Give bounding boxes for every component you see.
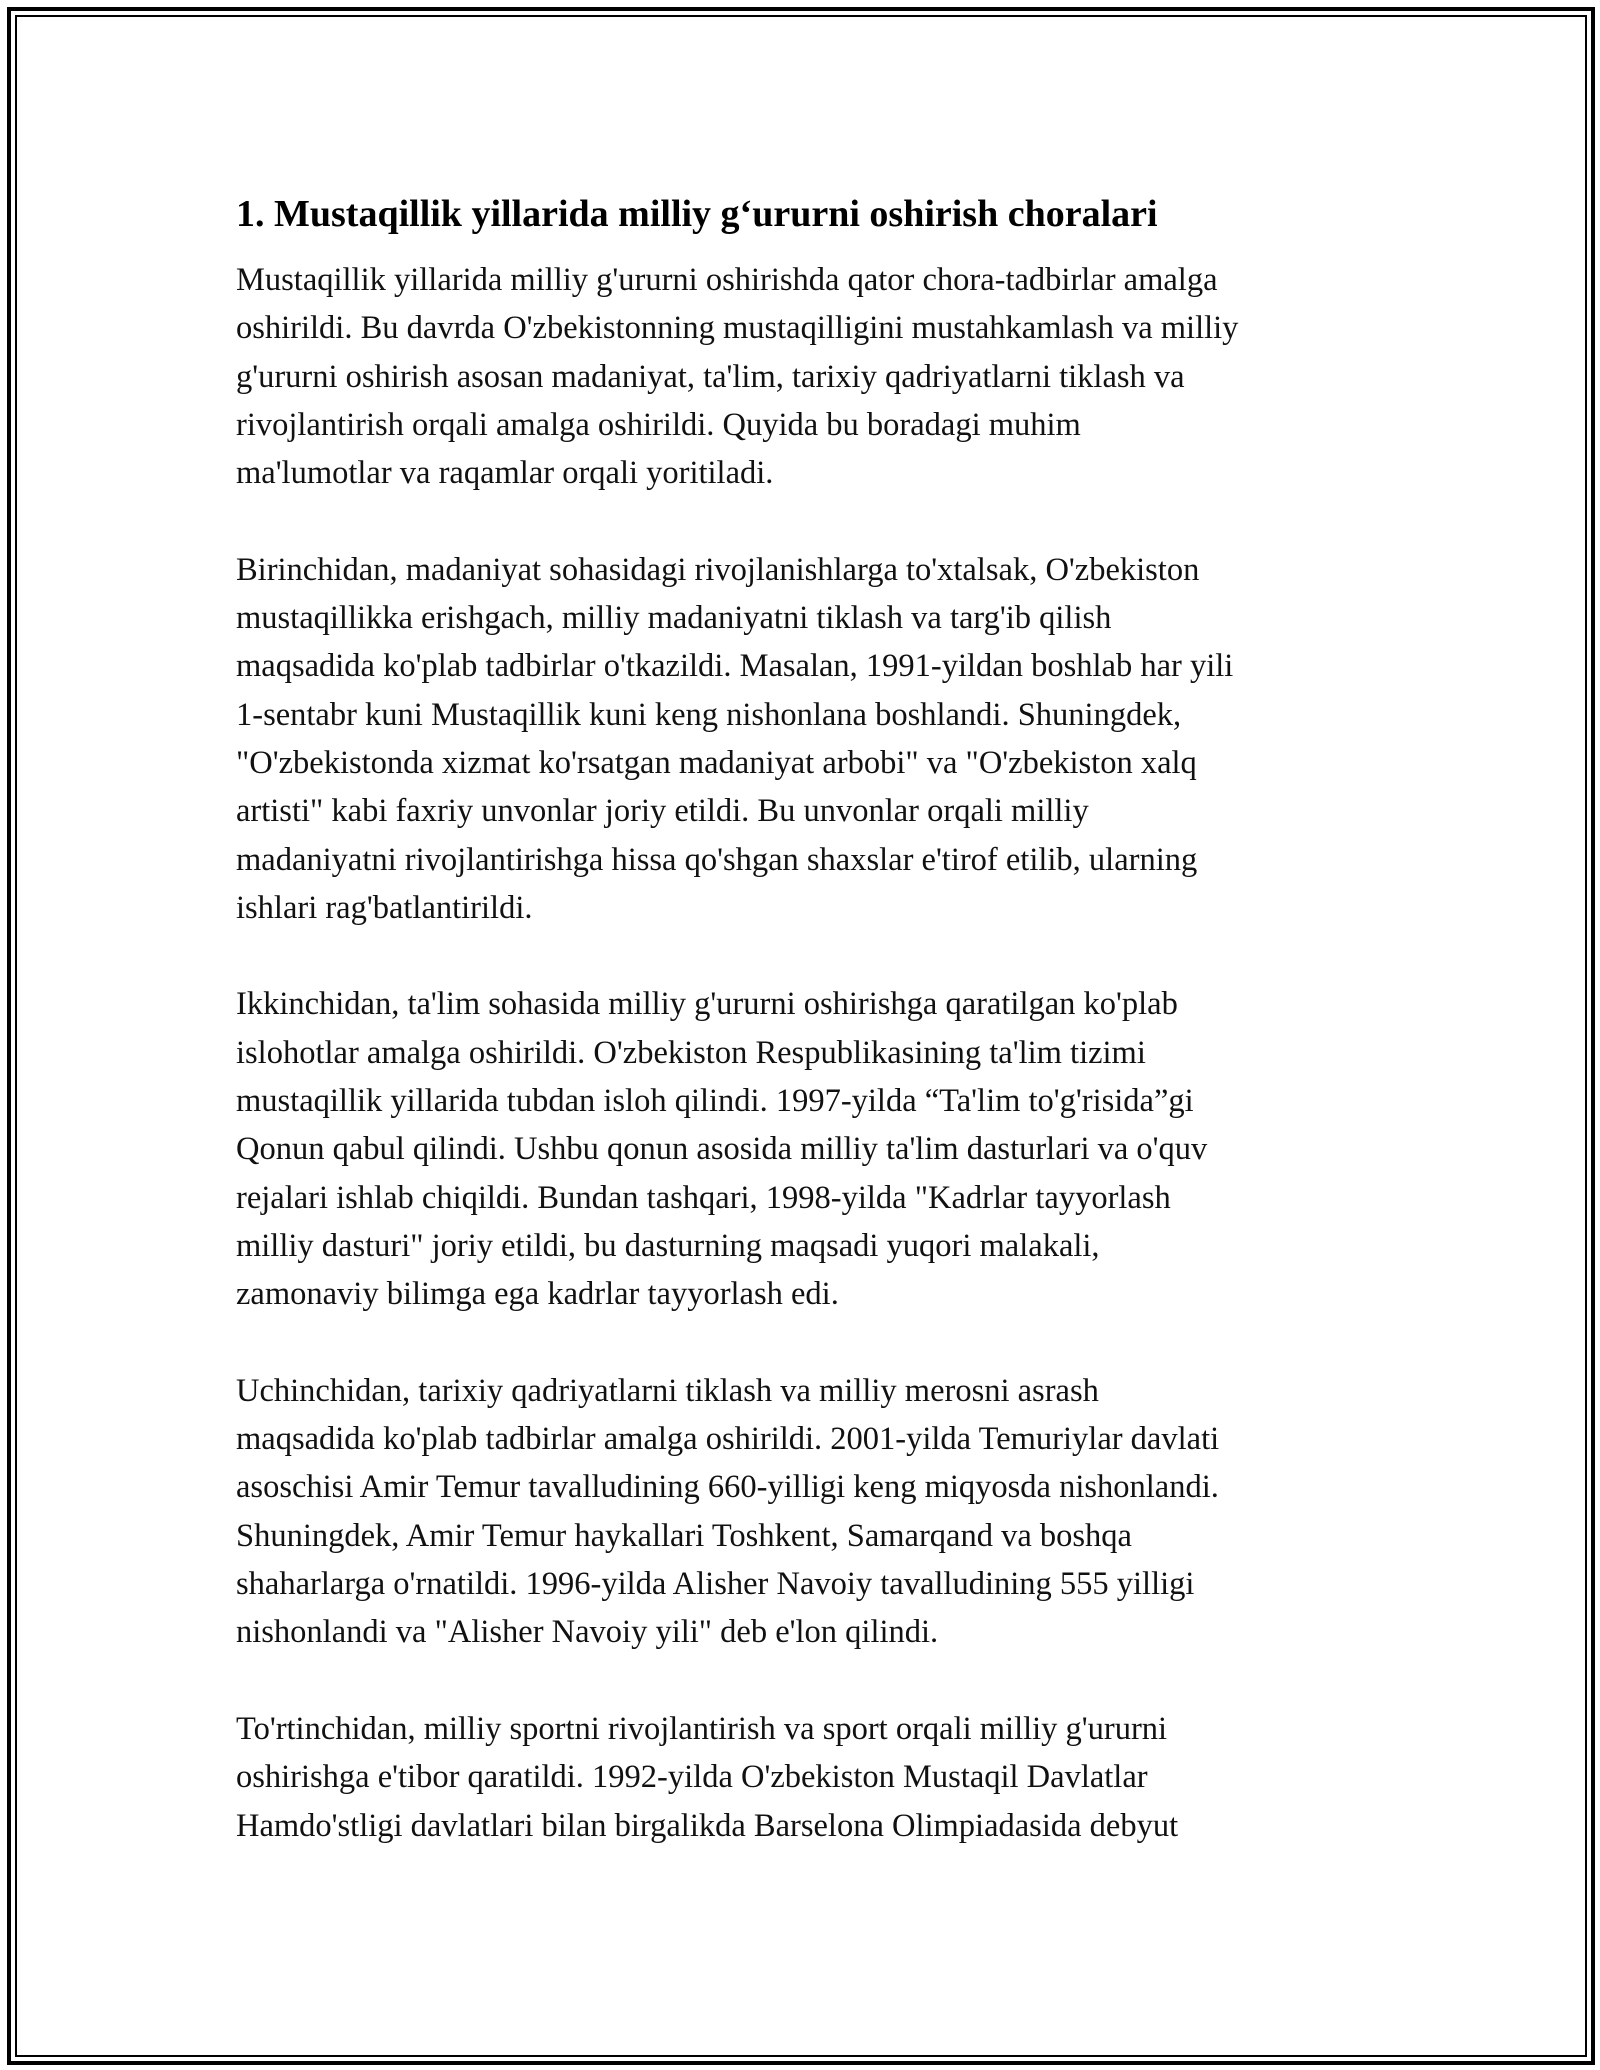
text-line: oshirishga e'tibor qaratildi. 1992-yilda O'zbekiston Mustaqil Davlatlar bbox=[236, 1759, 1148, 1796]
text-line: ma'lumotlar va raqamlar orqali yoritiladi. bbox=[236, 455, 774, 492]
text-line: mustaqillik yillarida tubdan isloh qilindi. 1997-yilda “Ta'lim to'g'risida”gi bbox=[236, 1083, 1194, 1120]
text-line: 1-sentabr kuni Mustaqillik kuni keng nishonlana boshlandi. Shuningdek, bbox=[236, 696, 1182, 733]
text-line: Ikkinchidan, ta'lim sohasida milliy g'ururni oshirishga qaratilgan ko'plab bbox=[236, 986, 1178, 1023]
text-line: Uchinchidan, tarixiy qadriyatlarni tiklash va milliy merosni asrash bbox=[236, 1372, 1099, 1409]
text-line: "O'zbekistonda xizmat ko'rsatgan madaniyat arbobi" va "O'zbekiston xalq bbox=[236, 744, 1197, 781]
page-title: 1. Mustaqillik yillarida milliy g‘ururni oshirish choralari bbox=[236, 193, 1158, 235]
paragraph-heritage bbox=[236, 1367, 1376, 1657]
text-line: madaniyatni rivojlantirishga hissa qo'shgan shaxslar e'tirof etilib, ularning bbox=[236, 841, 1198, 878]
text-line: Birinchidan, madaniyat sohasidagi rivojlanishlarga to'xtalsak, O'zbekiston bbox=[236, 551, 1200, 588]
text-line: To'rtinchidan, milliy sportni rivojlantirish va sport orqali milliy g'ururni bbox=[236, 1710, 1168, 1747]
text-line: milliy dasturi" joriy etildi, bu dasturning maqsadi yuqori malakali, bbox=[236, 1227, 1100, 1264]
text-line: maqsadida ko'plab tadbirlar amalga oshirildi. 2001-yilda Temuriylar davlati bbox=[236, 1421, 1220, 1458]
text-line: maqsadida ko'plab tadbirlar o'tkazildi. Masalan, 1991-yildan boshlab har yili bbox=[236, 648, 1234, 685]
text-line: ishlari rag'batlantirildi. bbox=[236, 889, 533, 926]
text-line: islohotlar amalga oshirildi. O'zbekiston Respublikasining ta'lim tizimi bbox=[236, 1034, 1146, 1071]
text-line: Shuningdek, Amir Temur haykallari Toshkent, Samarqand va boshqa bbox=[236, 1517, 1132, 1554]
text-line: Mustaqillik yillarida milliy g'ururni oshirishda qator chora-tadbirlar amalga bbox=[236, 262, 1218, 298]
paragraph-intro bbox=[236, 256, 1376, 497]
text-line: mustaqillikka erishgach, milliy madaniyatni tiklash va targ'ib qilish bbox=[236, 600, 1112, 637]
text-line: g'ururni oshirish asosan madaniyat, ta'lim, tarixiy qadriyatlarni tiklash va bbox=[236, 358, 1185, 395]
text-line: shaharlarga o'rnatildi. 1996-yilda Alisher Navoiy tavalludining 555 yilligi bbox=[236, 1566, 1195, 1603]
text-line: oshirildi. Bu davrda O'zbekistonning mustaqilligini mustahkamlash va milliy bbox=[236, 310, 1239, 347]
text-line: artisti" kabi faxriy unvonlar joriy etildi. Bu unvonlar orqali milliy bbox=[236, 793, 1089, 830]
text-line: rejalari ishlab chiqildi. Bundan tashqari, 1998-yilda "Kadrlar tayyorlash bbox=[236, 1179, 1171, 1216]
paragraph-sport bbox=[236, 1705, 1376, 1850]
paragraph-culture bbox=[236, 546, 1376, 932]
paragraph-education bbox=[236, 980, 1376, 1318]
text-line: Qonun qabul qilindi. Ushbu qonun asosida milliy ta'lim dasturlari va o'quv bbox=[236, 1131, 1208, 1168]
document-body bbox=[236, 190, 1376, 1850]
text-line: nishonlandi va "Alisher Navoiy yili" deb e'lon qilindi. bbox=[236, 1614, 939, 1651]
text-line: rivojlantirish orqali amalga oshirildi. Quyida bu boradagi muhim bbox=[236, 406, 1081, 443]
text-line: zamonaviy bilimga ega kadrlar tayyorlash edi. bbox=[236, 1276, 839, 1313]
text-line: asoschisi Amir Temur tavalludining 660-yilligi keng miqyosda nishonlandi. bbox=[236, 1469, 1219, 1506]
text-line: Hamdo'stligi davlatlari bilan birgalikda Barselona Olimpiadasida debyut bbox=[236, 1807, 1179, 1844]
